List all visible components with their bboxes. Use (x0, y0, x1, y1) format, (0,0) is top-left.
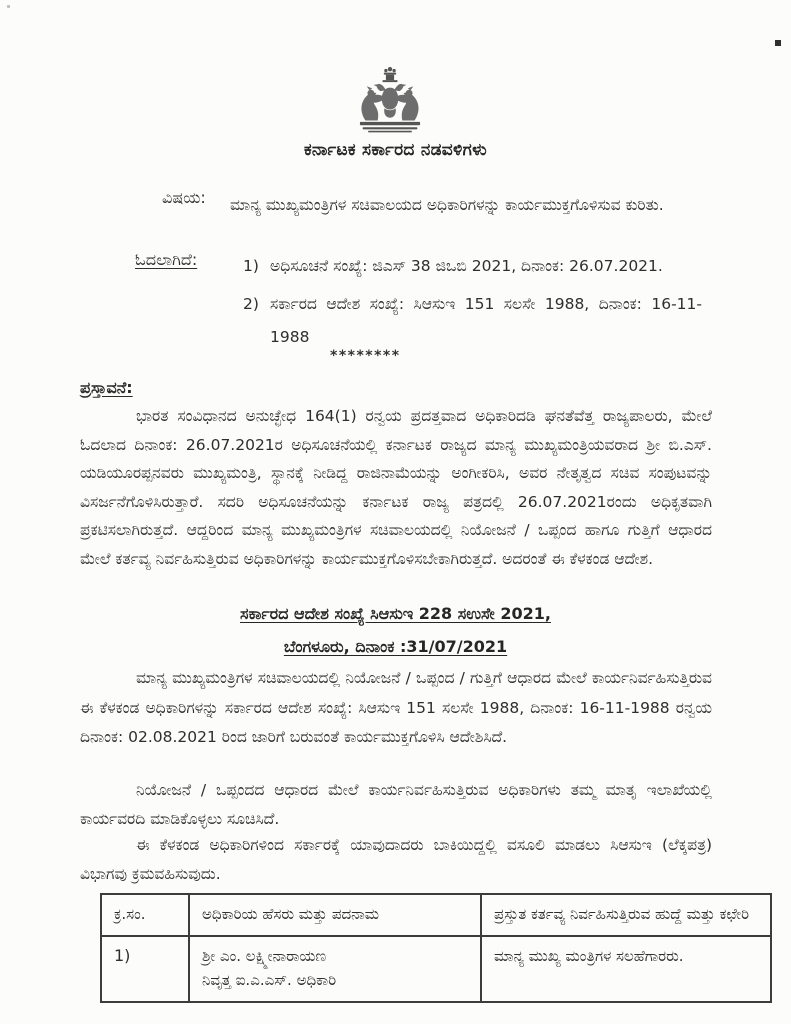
report-back-paragraph: ನಿಯೋಜನೆ / ಒಪ್ಪಂದದ ಆಧಾರದ ಮೇಲೆ ಕಾರ್ಯನಿರ್ವಹಿಸುತ್ತಿರುವ ಅಧಿಕಾರಿಗಳು ತಮ್ಮ ಮಾತೃ ಇಲಾಖೆಯಲ್ಲಿ ಕಾರ್ಯವರದಿ ಮಾಡಿಕೊಳ್ಳಲು ಸೂಚಿಸಿದೆ. (80, 781, 712, 828)
reference-item-number: 2) (243, 295, 259, 313)
scan-speck (7, 5, 10, 8)
document-title: ಕರ್ನಾಟಕ ಸರ್ಕಾರದ ನಡವಳಿಗಳು (303, 140, 488, 160)
col-header-name-designation: ಅಧಿಕಾರಿಯ ಹೆಸರು ಮತ್ತು ಪದನಾಮ (189, 894, 481, 936)
officers-table (100, 893, 772, 1003)
cell-name-designation (189, 936, 481, 1002)
scan-registration-mark (775, 40, 781, 46)
col-header-serial: ಕ್ರ.ಸಂ. (101, 894, 189, 936)
order-place-date-line: ಬೆಂಗಳೂರು, ದಿನಾಂಕ :31/07/2021 (283, 637, 508, 656)
order-paragraph: ಮಾನ್ಯ ಮುಖ್ಯಮಂತ್ರಿಗಳ ಸಚಿವಾಲಯದಲ್ಲಿ ನಿಯೋಜನೆ / ಒಪ್ಪಂದ / ಗುತ್ತಿಗೆ ಆಧಾರದ ಮೇಲೆ ಕಾರ್ಯನಿರ್ವಹಿಸುತ್ತಿರುವ ಈ ಕೆಳಕಂಡ ಅಧಿಕಾರಿಗಳನ್ನು ಸರ್ಕಾರದ ಆದೇಶ ಸಂಖ್ಯೆ: ಸಿಆಸುಇ 151 ಸಲಸೇ 1988, ದಿನಾಂಕ: 16-11-1988 ರನ್ವಯ ದಿನಾಂಕ: 02.08.2021 ರಿಂದ ಜಾರಿಗೆ ಬರುವಂತೆ ಕಾರ್ಯಮುಕ್ತಗೊಳಿಸಿ ಆದೇಶಿಸಿದೆ. (80, 669, 712, 746)
officer-name: ಶ್ರೀ ಎಂ. ಲಕ್ಷ್ಮೀನಾರಾಯಣ (202, 947, 327, 965)
preamble-paragraph: ಭಾರತ ಸಂವಿಧಾನದ ಅನುಚ್ಛೇಧ 164(1) ರನ್ವಯ ಪ್ರದತ್ತವಾದ ಅಧಿಕಾರಿದಡಿ ಘನತೆವೆತ್ತ ರಾಜ್ಯಪಾಲರು, ಮೇಲೆ ಓದಲಾದ ದಿನಾಂಕ: 26.07.2021ರ ಅಧಿಸೂಚನೆಯಲ್ಲಿ ಕರ್ನಾಟಕ ರಾಜ್ಯದ ಮಾನ್ಯ ಮುಖ್ಯಮಂತ್ರಿಯವರಾದ ಶ್ರೀ ಬಿ.ಎಸ್. ಯಡಿಯೂರಪ್ಪನವರು ಮುಖ್ಯಮಂತ್ರಿ, ಸ್ಥಾನಕ್ಕೆ ನೀಡಿದ್ದ ರಾಜಿನಾಮೆಯನ್ನು ಅಂಗೀಕರಿಸಿ, ಅವರ ನೇತೃತ್ವದ ಸಚಿವ ಸಂಪುಟವನ್ನು ವಿಸರ್ಜನೆಗೊಳಿಸಿರುತ್ತಾರೆ. ಸದರಿ ಅಧಿಸೂಚನೆಯನ್ನು ಕರ್ನಾಟಕ ರಾಜ್ಯ ಪತ್ರದಲ್ಲಿ 26.07.2021ರಂದು ಅಧಿಕೃತವಾಗಿ ಪ್ರಕಟಿಸಲಾಗಿರುತ್ತದೆ. ಆದ್ದರಿಂದ ಮಾನ್ಯ ಮುಖ್ಯಮಂತ್ರಿಗಳ ಸಚಿವಾಲಯದಲ್ಲಿ ನಿಯೋಜನೆ / ಒಪ್ಪಂದ ಹಾಗೂ ಗುತ್ತಿಗೆ ಆಧಾರದ ಮೇಲೆ ಕರ್ತವ್ಯ ನಿರ್ವಹಿಸುತ್ತಿರುವ ಅಧಿಕಾರಿಗಳನ್ನು ಕಾರ್ಯಮುಕ್ತಗೊಳಿಸಬೇಕಾಗಿರುತ್ತದೆ. ಅದರಂತೆ ಈ ಕೆಳಕಂಡ ಆದೇಶ. (80, 407, 712, 568)
reference-item-text: ಅಧಿಸೂಚನೆ ಸಂಖ್ಯೆ: ಜಿಎಸ್ 38 ಜಿಒಬಿ 2021, ದಿನಾಂಕ: 26.07.2021. (270, 257, 663, 275)
col-header-current-post: ಪ್ರಸ್ತುತ ಕರ್ತವ್ಯ ನಿರ್ವಹಿಸುತ್ತಿರುವ ಹುದ್ದೆ ಮತ್ತು ಕಛೇರಿ (481, 894, 771, 936)
recovery-paragraph: ಈ ಕೆಳಕಂಡ ಅಧಿಕಾರಿಗಳಿಂದ ಸರ್ಕಾರಕ್ಕೆ ಯಾವುದಾದರು ಬಾಕಿಯಿದ್ದಲ್ಲಿ ವಸೂಲಿ ಮಾಡಲು ಸಿಆಸುಇ (ಲೆಕ್ಕಪತ್ರ) ವಿಭಾಗವು ಕ್ರಮವಹಿಸುವುದು. (80, 836, 712, 883)
order-number-line: ಸರ್ಕಾರದ ಆದೇಶ ಸಂಖ್ಯೆ ಸಿಆಸುಇ 228 ಸಉಸೇ 2021, (240, 604, 551, 623)
read-label: ಓದಲಾಗಿದೆ: (135, 250, 198, 269)
asterisk-separator: ******** (330, 348, 401, 364)
cell-current-post: ಮಾನ್ಯ ಮುಖ್ಯ ಮಂತ್ರಿಗಳ ಸಲಹೆಗಾರರು. (481, 936, 771, 1002)
preamble-heading: ಪ್ರಸ್ತಾವನೆ: (80, 378, 133, 397)
subject-text: ಮಾನ್ಯ ಮುಖ್ಯಮಂತ್ರಿಗಳ ಸಚಿವಾಲಯದ ಅಧಿಕಾರಿಗಳನ್ನು ಕಾರ್ಯಮುಕ್ತಗೊಳಿಸುವ ಕುರಿತು. (230, 196, 664, 214)
officer-designation: ನಿವೃತ್ತ ಐ.ಎ.ಎಸ್. ಅಧಿಕಾರಿ (202, 971, 337, 989)
reference-item-text: ಸರ್ಕಾರದ ಆದೇಶ ಸಂಖ್ಯೆ: ಸಿಆಸುಇ 151 ಸಲಸೇ 1988, ದಿನಾಂಕ: 16-11-1988 (270, 295, 702, 346)
karnataka-state-emblem-icon (349, 62, 431, 142)
reference-item-2 (243, 288, 702, 354)
reference-item-number: 1) (243, 257, 259, 275)
subject-label: ವಿಷಯ: (162, 188, 206, 207)
order-heading (0, 597, 791, 663)
reference-item-1 (243, 250, 702, 283)
cell-serial: 1) (101, 936, 189, 1002)
table-row (101, 936, 771, 1002)
table-header-row (101, 894, 771, 936)
reference-list (243, 250, 702, 354)
